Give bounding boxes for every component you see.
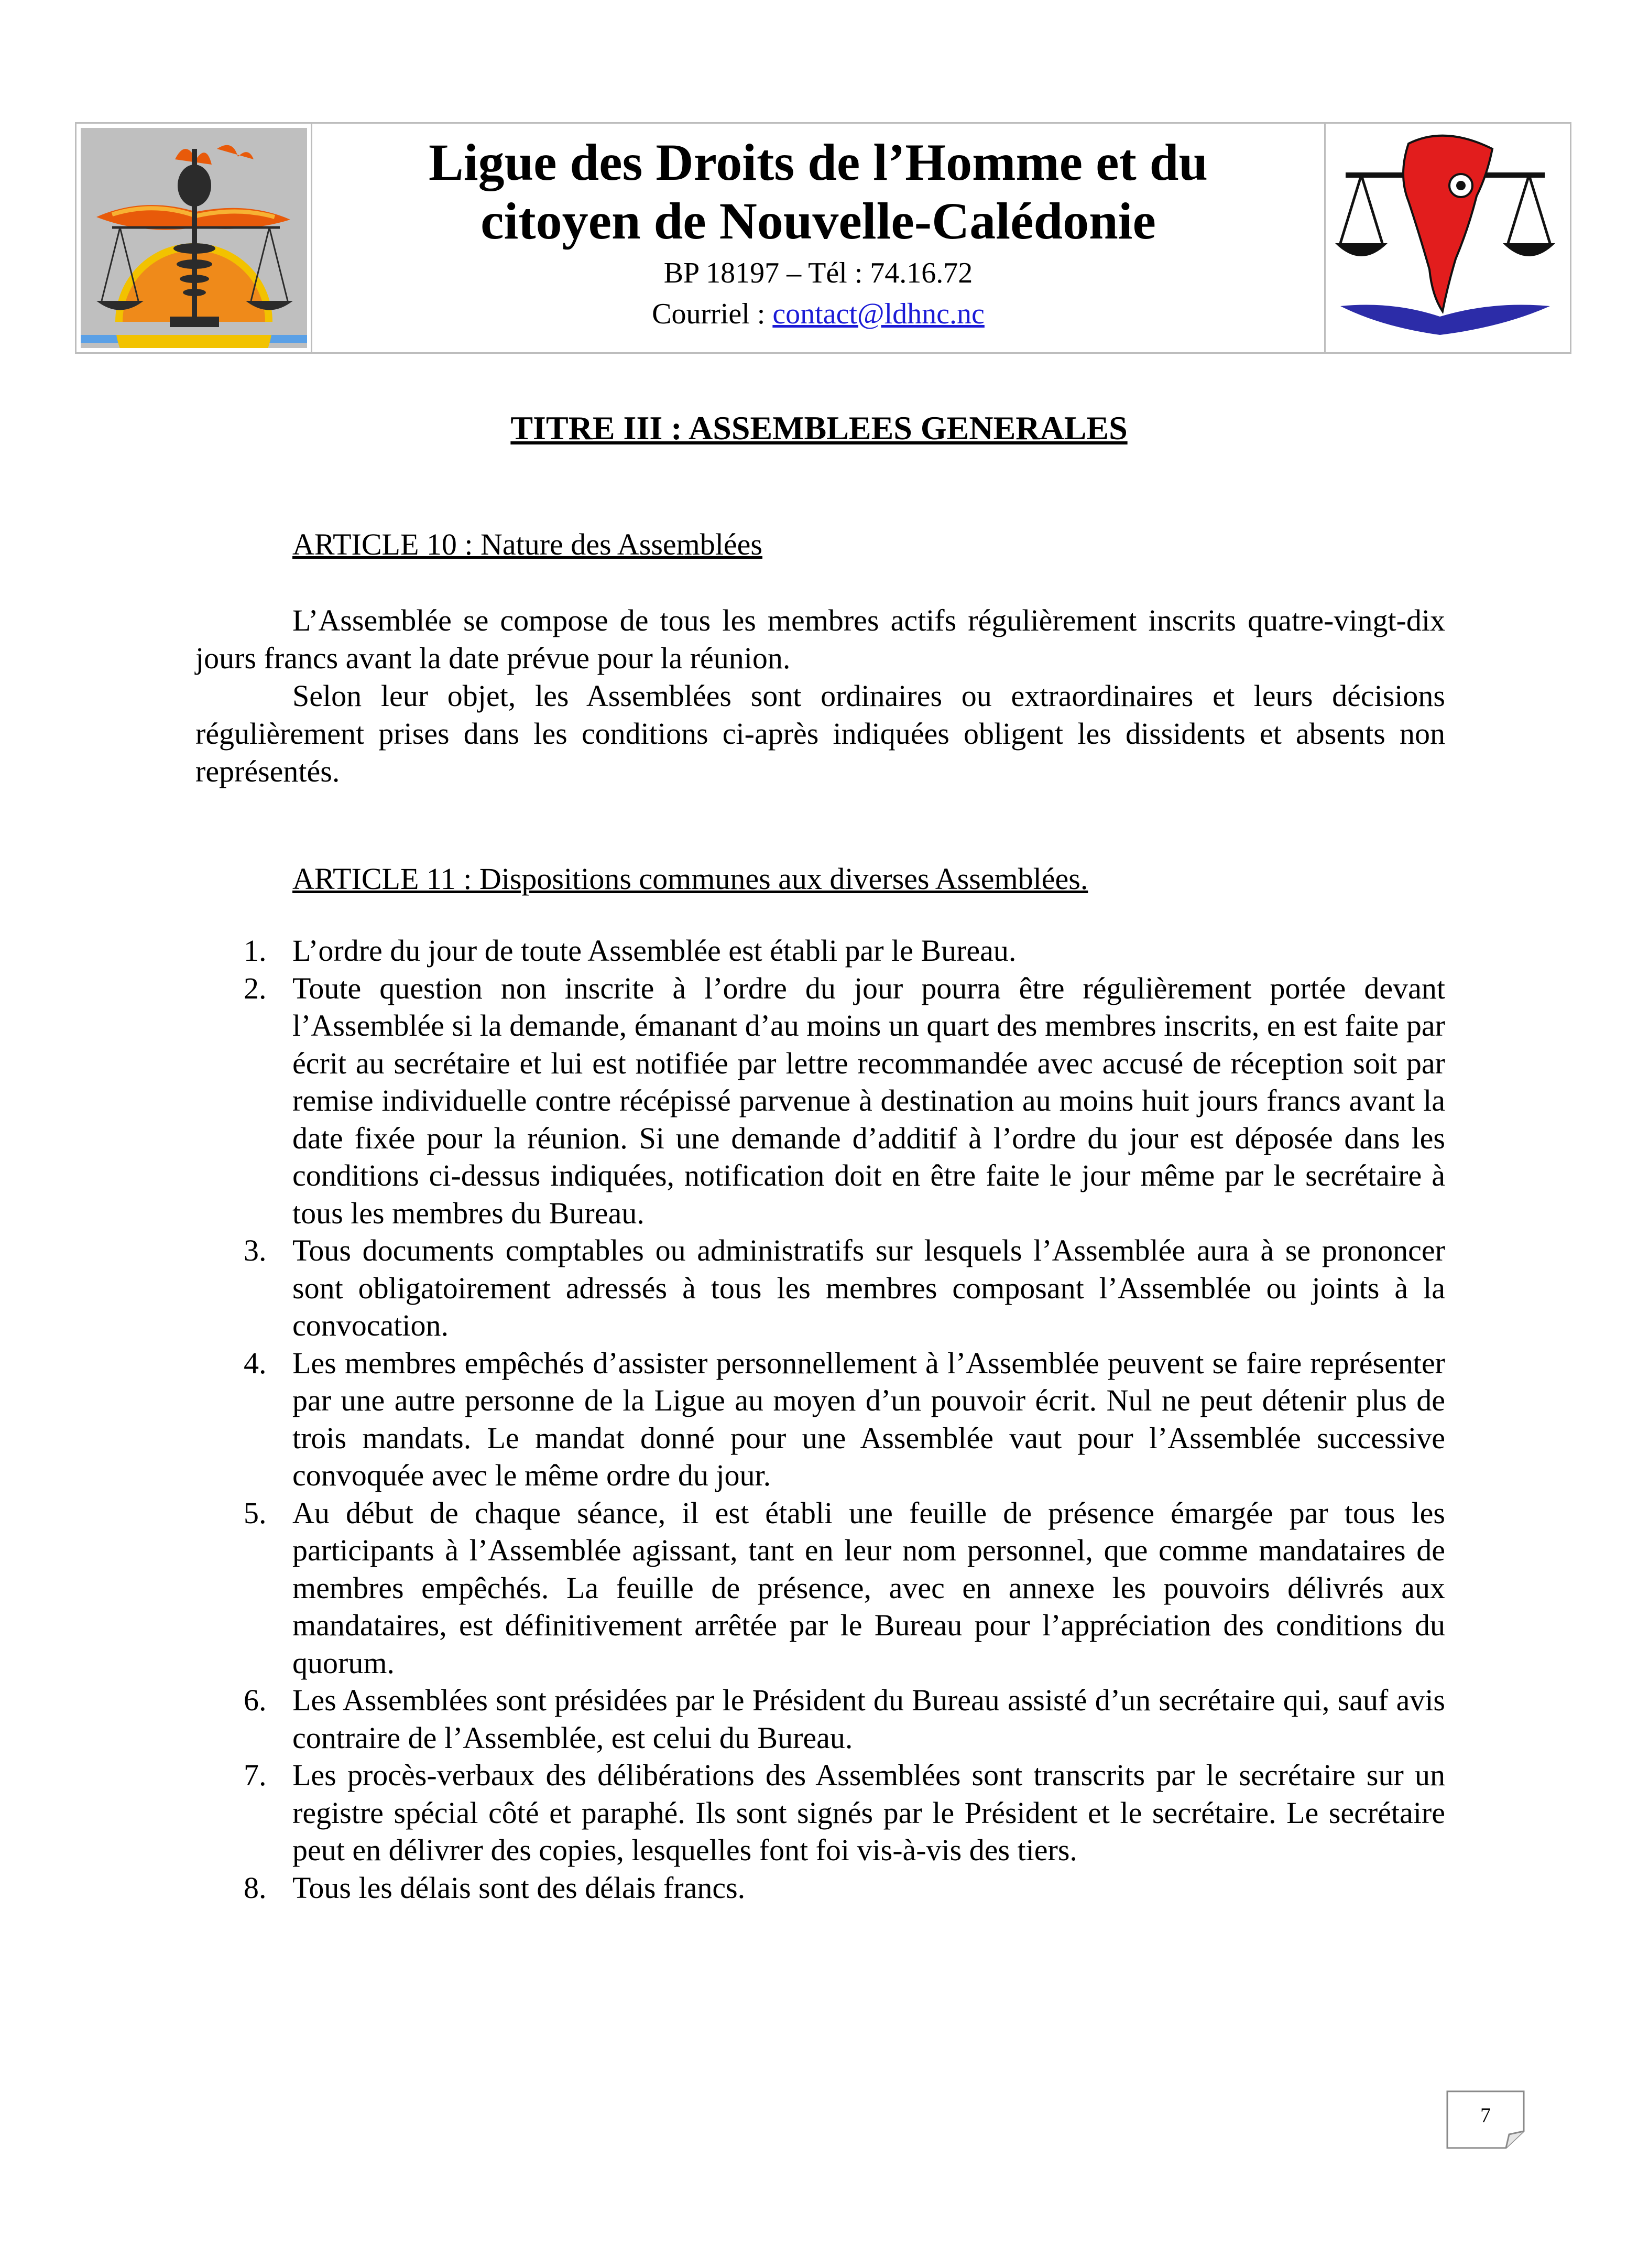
list-item [195,1232,1445,1344]
article10-paragraph2: Selon leur objet, les Assemblées sont ordinaires ou extraordinaires et leurs décisions régulièrement prises dans les conditions ci-après indiquées obligent les dissidents et absents non représentés. [195,679,1445,788]
list-item-number: 7. [244,1758,267,1792]
list-item-text: Tous les délais sont des délais francs. [292,1870,746,1905]
list-item-text: Au début de chaque séance, il est établi une feuille de présence émargée par tous les participants à l’Assemblée agissant, tant en leur nom personnel, que comme mandataires de membres empêchés. La feuille de présence, avec en annexe les pouvoirs délivrés aux mandataires, est définitivement arrêtée par le Bureau pour l’appréciation des conditions du quorum. [292,1495,1445,1680]
list-item [195,1756,1445,1869]
list-item-number: 5. [244,1495,267,1530]
article10-heading: ARTICLE 10 : Nature des Assemblées [292,527,762,561]
section-title: TITRE III : ASSEMBLEES GENERALES [510,409,1128,447]
list-item [195,932,1445,970]
list-item-text: Les procès-verbaux des délibérations des Assemblées sont transcrits par le secrétaire sur un registre spécial côté et paraphé. Ils sont signés par le Président et le secrétaire. Le secrétaire peut en délivrer des copies, lesquelles font foi vis-à-vis des tiers. [292,1758,1445,1867]
letterhead [75,122,1571,354]
article11-list [195,932,1445,1906]
email-line [312,296,1324,332]
list-item [195,1494,1445,1682]
scales-map-emblem-logo [1330,128,1560,348]
left-logo-cell [77,124,312,352]
article10-paragraph1: L’Assemblée se compose de tous les membres actifs régulièrement inscrits quatre-vingt-dix jours francs avant la date prévue pour la réunion. [195,603,1445,675]
page-number: 7 [1480,2103,1491,2127]
list-item-number: 2. [244,971,267,1005]
article10-body [195,602,1445,790]
list-item-text: Tous documents comptables ou administratifs sur lesquels l’Assemblée aura à se prononcer sont obligatoirement adressés à tous les membres composant l’Assemblée ou joints à la convocation. [292,1233,1445,1342]
organization-name-line2: citoyen de Nouvelle-Calédonie [481,192,1156,250]
article11-heading: ARTICLE 11 : Dispositions communes aux diverses Assemblées. [292,862,1088,896]
list-item-number: 1. [244,934,267,968]
organization-info [312,124,1326,352]
list-item-text: L’ordre du jour de toute Assemblée est établi par le Bureau. [292,934,1017,968]
list-item [195,970,1445,1232]
list-item-number: 6. [244,1683,267,1717]
list-item [195,1869,1445,1907]
list-item-number: 8. [244,1870,267,1905]
email-label: Courriel : [652,298,773,330]
list-item [195,1344,1445,1494]
list-item-text: Les Assemblées sont présidées par le Président du Bureau assisté d’un secrétaire qui, sauf avis contraire de l’Assemblée, est celui du Bureau. [292,1683,1445,1755]
email-link[interactable]: contact@ldhnc.nc [772,298,985,330]
list-item-text: Les membres empêchés d’assister personnellement à l’Assemblée peuvent se faire représenter par une autre personne de la Ligue au moyen d’un pouvoir écrit. Nul ne peut détenir plus de trois mandats. Le mandat donné pour une Assemblée vaut pour l’Assemblée successive convoquée avec le même ordre du jour. [292,1345,1445,1492]
list-item-number: 4. [244,1345,267,1380]
right-logo-cell [1326,124,1570,352]
ldh-sun-scales-logo [81,128,307,348]
list-item-text: Toute question non inscrite à l’ordre du jour pourra être régulièrement portée devant l’Assemblée si la demande, émanant d’au moins un quart des membres inscrits, en est faite par écrit au secrétaire et lui est notifiée par lettre recommandée avec accusé de réception soit par remise individuelle contre récépissé parvenue à destination au moins huit jours francs avant la date fixée pour la réunion. Si une demande d’additif à l’ordre du jour est déposée dans les conditions ci-dessus indiquées, notification doit en être faite le jour même par le secrétaire à tous les membres du Bureau. [292,971,1445,1230]
list-item-number: 3. [244,1233,267,1267]
organization-name [312,133,1324,251]
address: BP 18197 – Tél : 74.16.72 [663,257,973,289]
list-item [195,1681,1445,1756]
organization-name-line1: Ligue des Droits de l’Homme et du [429,133,1208,191]
